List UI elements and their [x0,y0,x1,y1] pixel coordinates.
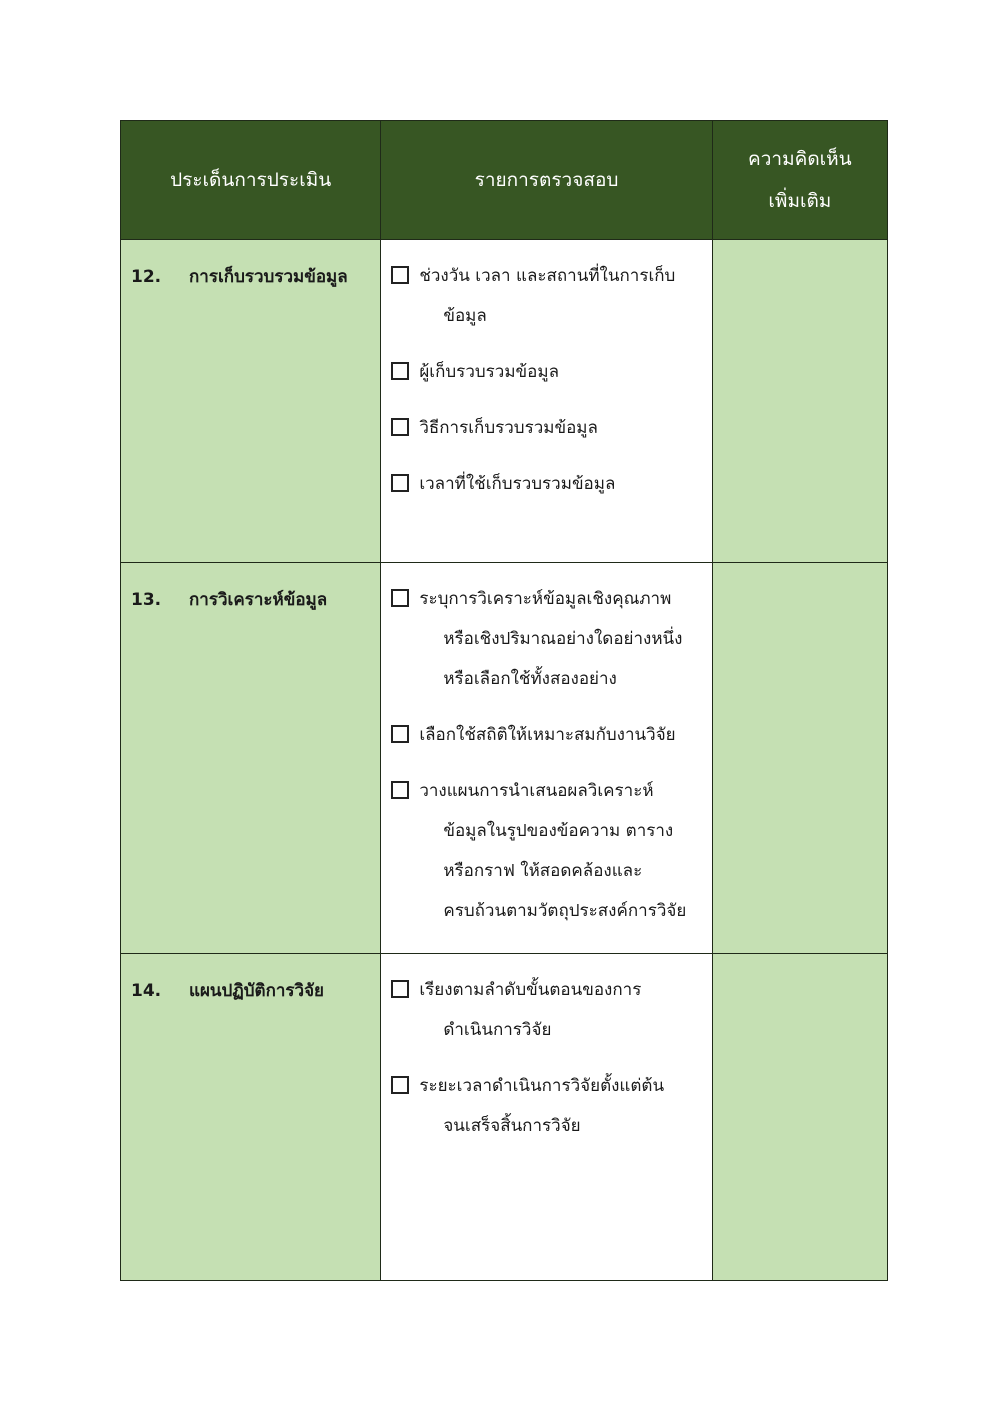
topic-number: 12. [131,267,162,287]
checklist-item [391,262,703,336]
checklist-item [391,777,703,931]
checklist-item-text: เลือกใช้สถิติให้เหมาะสมกับงานวิจัย [419,725,676,745]
header-comment-label-line2: เพิ่มเติม [768,190,832,212]
checklist-item-text: ข้อมูล [443,306,487,326]
topic-cell [121,240,381,563]
table-row [121,563,888,954]
checklist-cell [381,954,712,1281]
topic-cell [121,563,381,954]
checklist-item [391,470,703,504]
checklist-item-text: ระบุการวิเคราะห์ข้อมูลเชิงคุณภาพ [419,589,672,609]
checklist-item-text: ข้อมูลในรูปของข้อความ ตาราง [443,821,674,841]
checklist-item [391,358,703,392]
topic-title: แผนปฏิบัติการวิจัย [189,981,325,1001]
topic-title: การวิเคราะห์ข้อมูล [189,590,328,610]
checklist-item-text: ระยะเวลาดำเนินการวิจัยตั้งแต่ต้น [419,1076,665,1096]
table-row [121,954,888,1281]
checklist-item-text: วิธีการเก็บรวบรวมข้อมูล [419,418,598,438]
topic-cell [121,954,381,1281]
checklist-item-text: หรือเลือกใช้ทั้งสองอย่าง [443,669,617,689]
comment-cell[interactable] [712,240,887,563]
header-items [381,121,712,240]
table-header-row [121,121,888,240]
checkbox[interactable] [391,474,409,492]
checklist-item-text: ครบถ้วนตามวัตถุประสงค์การวิจัย [443,901,687,921]
checklist-item-text: หรือเชิงปริมาณอย่างใดอย่างหนึ่ง [443,629,683,649]
header-topic-label: ประเด็นการประเมิน [170,169,332,191]
checklist-item-text: เรียงตามลำดับขั้นตอนของการ [419,980,642,1000]
topic-title: การเก็บรวบรวมข้อมูล [189,267,348,287]
checklist-item-text: ดำเนินการวิจัย [443,1020,552,1040]
checklist-item [391,721,703,755]
header-comment-label-line1: ความคิดเห็น [748,148,852,170]
checklist-item [391,414,703,448]
checkbox[interactable] [391,362,409,380]
checklist-item-text: เวลาที่ใช้เก็บรวบรวมข้อมูล [419,474,616,494]
checkbox[interactable] [391,418,409,436]
checkbox[interactable] [391,781,409,799]
header-topic [121,121,381,240]
topic-number: 13. [131,590,162,610]
checkbox[interactable] [391,1076,409,1094]
checkbox[interactable] [391,589,409,607]
checklist-item-text: วางแผนการนำเสนอผลวิเคราะห์ [419,781,654,801]
checklist-item-text: ผู้เก็บรวบรวมข้อมูล [419,362,559,382]
header-items-label: รายการตรวจสอบ [474,169,619,191]
checklist-cell [381,240,712,563]
table-row [121,240,888,563]
checklist-cell [381,563,712,954]
checklist-item [391,1072,703,1146]
checkbox[interactable] [391,980,409,998]
header-comment [712,121,887,240]
checklist-item [391,976,703,1050]
checklist-item-text: ช่วงวัน เวลา และสถานที่ในการเก็บ [419,266,676,286]
checklist-item-text: จนเสร็จสิ้นการวิจัย [443,1116,581,1136]
comment-cell[interactable] [712,563,887,954]
evaluation-table [120,120,888,1281]
checklist-item-text: หรือกราฟ ให้สอดคล้องและ [443,861,643,881]
comment-cell[interactable] [712,954,887,1281]
checklist-item [391,585,703,699]
checkbox[interactable] [391,266,409,284]
checkbox[interactable] [391,725,409,743]
topic-number: 14. [131,981,162,1001]
